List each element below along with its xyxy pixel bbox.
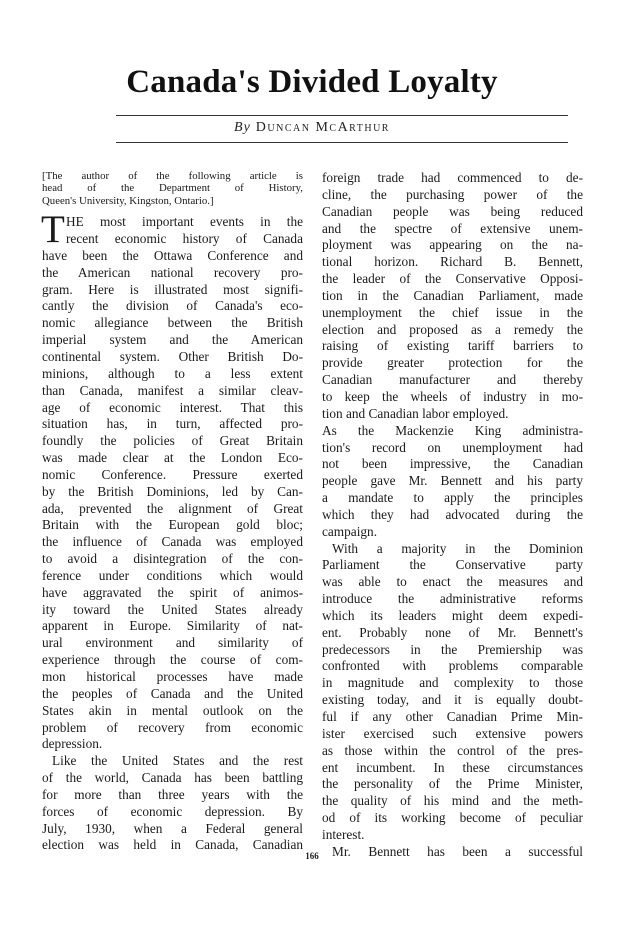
body-line: a mandate to apply the principles	[322, 490, 583, 506]
body-line: minions, although to a less extent	[42, 365, 303, 381]
body-line: HE most important events in the	[66, 214, 303, 230]
body-line: od of its working become of peculiar	[322, 810, 583, 826]
body-line: ural environment and similarity of	[42, 635, 303, 651]
body-line: July, 1930, when a Federal general	[42, 820, 303, 836]
body-line: raising of existing tariff barriers to	[322, 338, 583, 354]
body-line: interest.	[322, 826, 365, 842]
body-line: Like the United States and the rest	[52, 753, 303, 769]
title-rule-bottom	[116, 142, 568, 143]
opening-paragraph	[41, 208, 303, 252]
body-line: imperial system and the American	[42, 332, 303, 348]
body-line: Canadian manufacturer and thereby	[322, 372, 583, 388]
body-line: With a majority in the Dominion	[332, 540, 583, 556]
byline-author: Duncan McArthur	[255, 120, 390, 135]
left-column	[42, 170, 303, 854]
body-line: which they had advocated during the	[322, 506, 583, 522]
body-line: tional horizon. Richard B. Bennett,	[322, 254, 583, 270]
byline	[0, 120, 624, 136]
body-line: Canadian people was being reduced	[322, 203, 583, 219]
body-line: situation has, in turn, affected pro-	[42, 416, 303, 432]
body-line: not been impressive, the Canadian	[322, 456, 583, 472]
body-line: was able to enact the measures and	[322, 574, 583, 590]
body-line: in magnitude and complexity to those	[322, 675, 583, 691]
body-line: have aggravated the spirit of animos-	[42, 584, 303, 600]
body-line: nomic Conference. Pressure exerted	[42, 466, 303, 482]
body-line: recent economic history of Canada	[66, 231, 303, 247]
body-line: the quality of his mind and the meth-	[322, 793, 583, 809]
body-line: unemployment the chief issue in the	[322, 304, 583, 320]
author-note-line: head of the Department of History,	[42, 182, 303, 195]
body-line: Parliament the Conservative party	[322, 557, 583, 573]
body-line: problem of recovery from economic	[42, 719, 303, 735]
body-line: to avoid a disintegration of the con-	[42, 551, 303, 567]
title-rule-top	[116, 115, 568, 116]
body-line: the American national recovery pro-	[42, 264, 303, 280]
body-line: As the Mackenzie King administra-	[322, 422, 583, 438]
body-line: the peoples of Canada and the United	[42, 685, 303, 701]
body-line: as those within the control of the pres-	[322, 742, 583, 758]
body-line: confronted with problems comparable	[322, 658, 583, 674]
body-line: ada, prevented the alignment of Great	[42, 500, 303, 516]
body-line: foundly the policies of Great Britain	[42, 433, 303, 449]
body-line: to keep the wheels of industry in mo-	[322, 388, 583, 404]
body-line: the leader of the Conservative Opposi-	[322, 271, 583, 287]
body-line: Britain with the European gold bloc;	[42, 517, 303, 533]
body-line: cantly the division of Canada's eco-	[42, 298, 303, 314]
body-line: provide greater protection for the	[322, 355, 583, 371]
right-column	[322, 170, 583, 861]
page-number: 166	[305, 851, 319, 861]
body-line: foreign trade had commenced to de-	[322, 170, 583, 185]
body-line: nomic allegiance between the British	[42, 315, 303, 331]
body-line: experience through the course of com-	[42, 652, 303, 668]
body-line: States akin in mental outlook on the	[42, 702, 303, 718]
body-line: ference under conditions which would	[42, 567, 303, 583]
body-line: existing today, and it is equally doubt-	[322, 692, 583, 708]
body-line: Mr. Bennett has been a successful	[332, 843, 583, 859]
body-line: ployment was appearing on the na-	[322, 237, 583, 253]
body-line: was made clear at the London Eco-	[42, 450, 303, 466]
body-line: apparent in Europe. Similarity of nat-	[42, 618, 303, 634]
body-line: continental system. Other British Do-	[42, 348, 303, 364]
body-line: the personality of the Prime Minister,	[322, 776, 583, 792]
body-line: election and proposed as a remedy the	[322, 321, 583, 337]
byline-prefix: By	[234, 120, 251, 135]
body-line: age of economic interest. That this	[42, 399, 303, 415]
article-title: Canada's Divided Loyalty	[126, 64, 498, 100]
body-line: ent incumbent. In these circumstances	[322, 759, 583, 775]
body-line: ful if any other Canadian Prime Min-	[322, 709, 583, 724]
body-line: people gave Mr. Bennett and his party	[322, 473, 583, 489]
body-line: forces of economic depression. By	[42, 803, 303, 819]
body-line: election was held in Canada, Canadian	[42, 837, 303, 853]
body-line: the influence of Canada was employed	[42, 534, 303, 550]
right-column-body	[322, 170, 583, 861]
body-line: ent. Probably none of Mr. Bennett's	[322, 624, 583, 640]
body-line: and the spectre of extensive unem-	[322, 220, 583, 236]
body-line: than Canada, manifest a similar cleav-	[42, 382, 303, 398]
body-line: tion in the Canadian Parliament, made	[322, 287, 583, 303]
body-line: ister exercised such extensive powers	[322, 725, 583, 741]
body-line: of the world, Canada has been battling	[42, 770, 303, 786]
drop-cap: T	[41, 208, 65, 252]
body-line: mon historical processes have made	[42, 669, 303, 684]
body-line: which its leaders might deem expedi-	[322, 607, 583, 623]
body-line: gram. Here is illustrated most signifi-	[42, 281, 303, 297]
body-line: depression.	[42, 736, 103, 752]
body-line: predecessors in the Premiership was	[322, 641, 583, 657]
author-note	[42, 170, 303, 207]
author-note-line: Queen's University, Kingston, Ontario.]	[42, 194, 214, 207]
body-line: introduce the administrative reforms	[322, 591, 583, 607]
body-line: tion and Canadian labor employed.	[322, 405, 509, 421]
body-line: cline, the purchasing power of the	[322, 186, 583, 202]
body-line: for more than three years with the	[42, 786, 303, 802]
body-line: tion's record on unemployment had	[322, 439, 583, 455]
author-note-line: [The author of the following article is	[42, 170, 303, 182]
body-line: ity toward the United States already	[42, 601, 303, 617]
body-line: campaign.	[322, 523, 378, 539]
left-column-body	[42, 248, 303, 854]
body-line: by the British Dominions, led by Can-	[42, 483, 303, 499]
body-line: have been the Ottawa Conference and	[42, 247, 303, 263]
